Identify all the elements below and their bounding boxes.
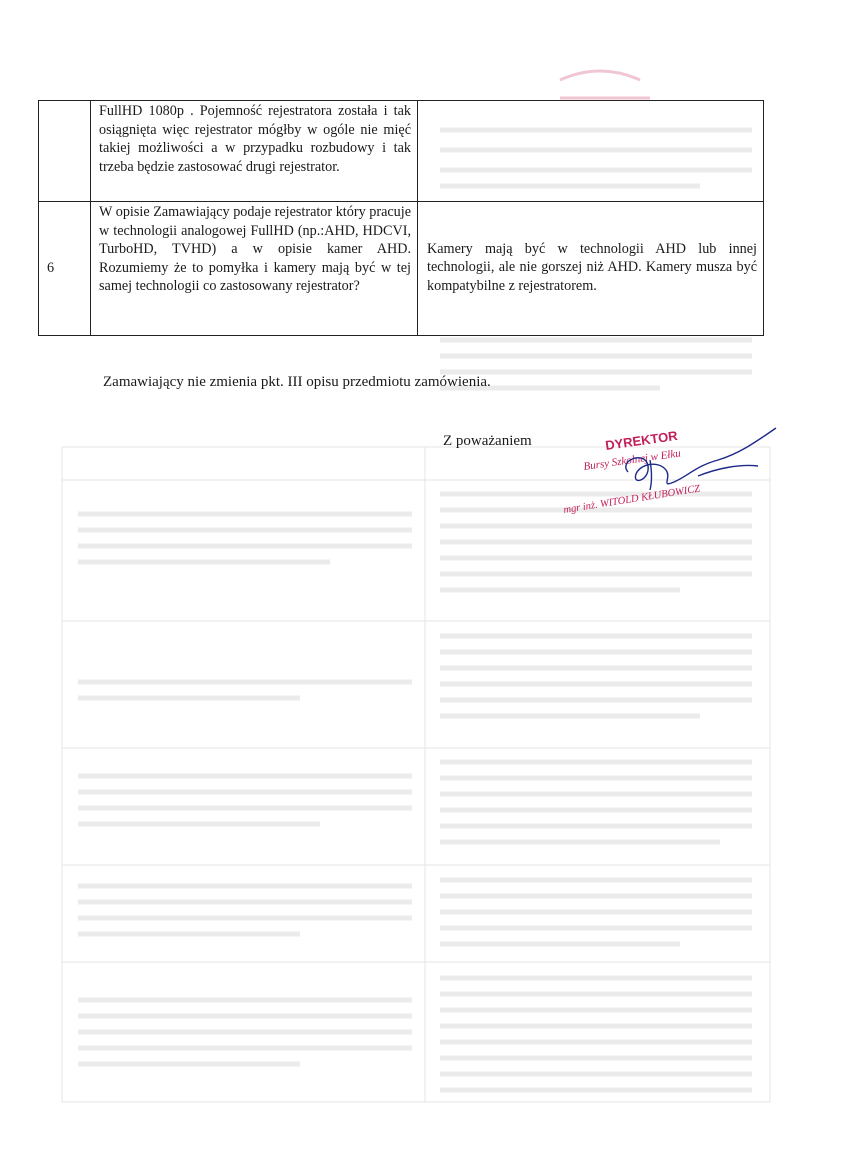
- stamp-institution: Bursy Szkolnej w Ełku: [582, 447, 682, 473]
- question-cell: [91, 101, 418, 202]
- answers-table: [38, 100, 764, 336]
- question-text: W opisie Zamawiający podaje rejestrator który pracuje w technologii analogowej FullHD (np.:AHD, HDCVI, TurboHD, TVHD) a w opisie kamer AHD. Rozumiemy że to pomyłka i kamery mają być w tej samej technologii co zastosowany rejestrator?: [99, 204, 411, 295]
- table-row: [39, 101, 764, 202]
- table-row: [39, 202, 764, 336]
- question-text: FullHD 1080p . Pojemność rejestratora została i tak osiągnięta więc rejestrator mógłby w ogóle nie mięć takiej możliwości a w przypadku rozbudowy i tak trzeba będzie zastosować drugi rejestrator.: [99, 103, 411, 175]
- director-stamp-signature: [548, 420, 788, 530]
- question-cell: [91, 202, 418, 336]
- stamp-name: mgr inż. WITOLD KŁUBOWICZ: [562, 483, 701, 516]
- answer-cell: [418, 202, 764, 336]
- closing-greeting: Z poważaniem: [443, 433, 532, 449]
- closing-note: Zamawiający nie zmienia pkt. III opisu przedmiotu zamówienia.: [103, 374, 491, 390]
- row-number-cell: 6: [39, 202, 91, 336]
- answer-cell: [418, 101, 764, 202]
- stamp-title: DYREKTOR: [604, 427, 679, 453]
- row-number-cell: [39, 101, 91, 202]
- answer-text: Kamery mają być w technologii AHD lub innej technologii, ale nie gorszej niż AHD. Kamery musza być kompatybilne z rejestratorem.: [427, 240, 757, 294]
